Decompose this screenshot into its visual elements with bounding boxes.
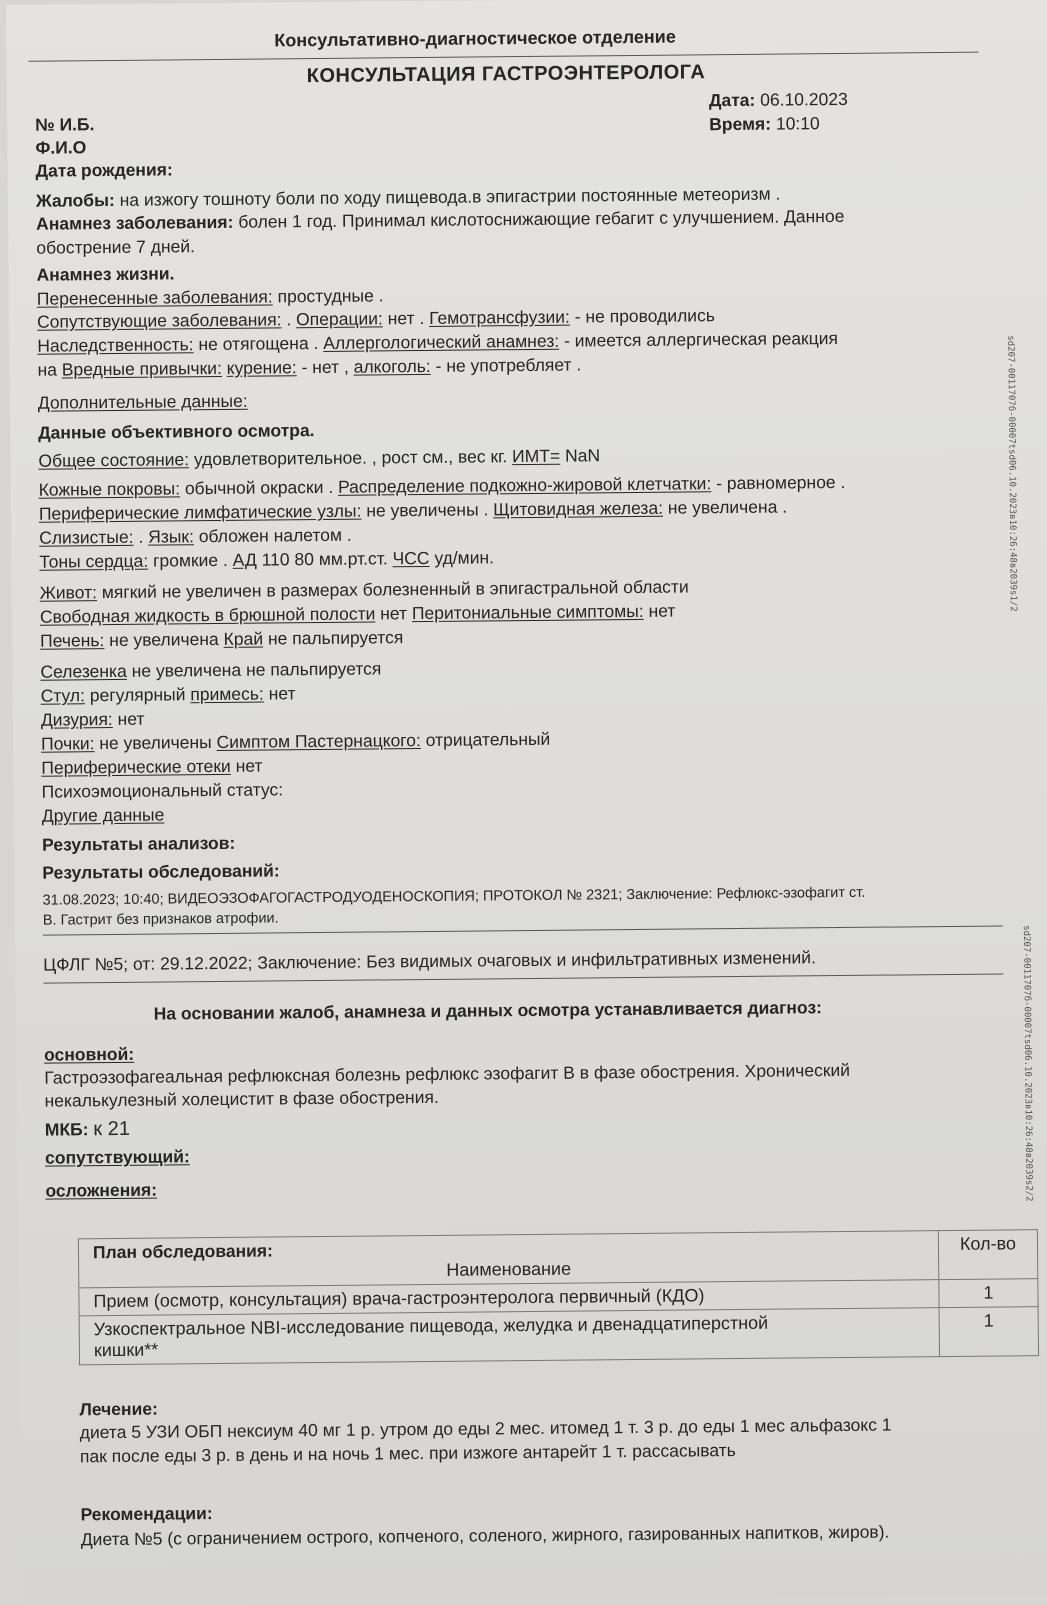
edge-value: не пальпируется: [267, 627, 404, 649]
allergy-value: - имеется аллергическая реакция: [563, 328, 839, 351]
heart-label: Тоны сердца:: [39, 550, 149, 572]
recommendations-line1: Диета №5 (с ограничением острого, копченого, соленого, жирного, газированных напитков, жиров).: [80, 1521, 890, 1550]
col-name-header: Наименование: [446, 1258, 572, 1280]
thyroid-label: Щитовидная железа:: [493, 497, 664, 520]
pasternack-value: отрицательный: [425, 728, 551, 751]
date-value: 06.10.2023: [760, 88, 848, 110]
periton-label: Перитониальные симптомы:: [411, 600, 644, 624]
bp-value: 110 80 мм.рт.ст.: [261, 548, 388, 570]
date-label: Дата:: [708, 89, 756, 111]
main-diagnosis-line2: некалькулезный холецистит в фазе обострения.: [44, 1086, 439, 1111]
dysuria-line: [41, 709, 145, 731]
admix-value: нет: [268, 683, 296, 704]
bp-label: АД: [232, 549, 257, 570]
other-data-label: Другие данные: [41, 804, 165, 826]
admix-label: примесь:: [190, 683, 264, 705]
spleen-label: Селезенка: [40, 660, 127, 682]
treatment-label: Лечение:: [79, 1398, 158, 1420]
plan-table: [78, 1229, 1039, 1365]
pasternack-label: Симптом Пастернацкого:: [216, 730, 421, 753]
kidney-label: Почки:: [41, 733, 95, 754]
icd-line: [45, 1118, 130, 1142]
disease-history-text-2: обострение 7 дней.: [36, 236, 196, 258]
smoking-label: курение:: [226, 357, 297, 378]
past-diseases-value: простудные .: [277, 285, 384, 307]
time-label: Время:: [709, 113, 772, 135]
tongue-label: Язык:: [148, 526, 194, 547]
fluid-label: Свободная жидкость в брюшной полости: [39, 603, 376, 627]
hr-label: ЧСС: [392, 547, 430, 569]
general-value: удовлетворительное. , рост см., вес кг.: [193, 446, 508, 470]
study1-line1: 31.08.2023; 10:40; ВИДЕОЭЗОФАГОГАСТРОДУОДЕНОСКОПИЯ; ПРОТОКОЛ № 2321; Заключение: Рефлюкс-эзофагит ст.: [42, 884, 866, 909]
department-name: Консультативно-диагностическое отделение: [274, 26, 676, 51]
margin-code-1: sd207-0011707б-00007tsd06.10.2023в10:26:48в2039s1/2: [1005, 335, 1018, 612]
concomitant-label: Сопутствующие заболевания:: [36, 309, 282, 332]
heredity-value: не отягощена .: [198, 333, 319, 355]
transfusion-label: Гемотрансфузии:: [429, 306, 570, 328]
document-page: [6, 0, 1047, 1605]
stool-value: регулярный: [89, 684, 186, 706]
abdomen-value: мягкий не увеличен в размерах болезненный в эпигастральной области: [101, 576, 689, 603]
general-label: Общее состояние:: [38, 449, 190, 471]
dob-label: Дата рождения:: [35, 159, 173, 181]
lymph-label: Периферические лимфатические узлы:: [38, 500, 362, 524]
past-diseases-label: Перенесенные заболевания:: [36, 286, 273, 309]
fio-label: Ф.И.О: [35, 137, 87, 158]
main-diagnosis-label: основной:: [44, 1043, 135, 1065]
disease-history-label: Анамнез заболевания:: [36, 211, 234, 234]
time-value: 10:10: [775, 113, 820, 134]
alcohol-label: алкоголь:: [353, 355, 431, 377]
margin-code-2: sd207-0011707б-00007tsd06.10.2023в10:26:48в2039s2/2: [1020, 925, 1034, 1202]
main-diagnosis-line1: Гастроэзофагеальная рефлюксная болезнь рефлюкс эзофагит В в фазе обострения. Хронический: [44, 1059, 851, 1088]
plan-row1-qty: 1: [939, 1279, 1038, 1308]
hr-value: уд/мин.: [434, 547, 495, 568]
treatment-line1: диета 5 УЗИ ОБП нексиум 40 мг 1 р. утром до еды 2 мес. итомед 1 т. 3 р. до еды 1 мес альфазокс 1: [79, 1414, 892, 1443]
exam-title: Данные объективного осмотра.: [38, 420, 315, 443]
transfusion-value: - не проводились: [574, 305, 715, 327]
operations-label: Операции:: [296, 308, 383, 330]
lymph-value: не увеличены .: [366, 499, 489, 521]
bmi-label: ИМТ=: [511, 445, 561, 467]
heredity-label: Наследственность:: [37, 334, 194, 356]
header-divider: [29, 52, 979, 62]
allergy-prefix: на: [37, 359, 58, 380]
treatment-line2: пак после еды 3 р. в день и на ночь 1 мес. при изжоге антарейт 1 т. рассасывать: [79, 1440, 736, 1467]
studies-label: Результаты обследований:: [42, 860, 280, 883]
edema-label: Периферические отеки: [41, 755, 231, 778]
heart-line: [39, 547, 494, 572]
plan-row1-name: Прием (осмотр, консультация) врача-гастроэнтеролога первичный (КДО): [79, 1280, 939, 1316]
tongue-value: обложен налетом .: [198, 524, 352, 547]
smoking-value: - нет ,: [301, 356, 349, 378]
spleen-line: [40, 658, 381, 682]
skin-value: обычной окраски .: [184, 476, 334, 499]
plan-title-cell: [78, 1231, 938, 1288]
life-history-title: Анамнез жизни.: [36, 263, 175, 285]
abdomen-label: Живот:: [39, 582, 98, 603]
habits-line: [37, 354, 581, 380]
concomitant-value: .: [286, 309, 292, 330]
past-diseases-line: [37, 285, 384, 309]
fat-label: Распределение подкожно-жировой клетчатки:: [337, 473, 712, 497]
complaints-label: Жалобы:: [35, 189, 115, 211]
study2-line: ЦФЛГ №5; от: 29.12.2022; Заключение: Без видимых очаговых и инфильтративных изменений.: [43, 947, 816, 975]
stool-line: [41, 683, 296, 706]
stool-label: Стул:: [40, 685, 86, 706]
mucosa-value: .: [138, 526, 144, 547]
plan-row2-name-cell: [79, 1308, 939, 1365]
heart-value: громкие .: [152, 549, 228, 571]
concomitant-diagnosis-label: сопутствующий:: [44, 1146, 190, 1168]
liver-value: не увеличена: [109, 628, 219, 651]
plan-row2-qty: 1: [939, 1307, 1038, 1357]
mucosa-label: Слизистые:: [39, 526, 134, 548]
liver-label: Печень:: [40, 630, 105, 651]
fat-value: - равномерное .: [716, 471, 846, 494]
plan-title: План обследования:: [92, 1240, 273, 1263]
complications-label: осложнения:: [45, 1179, 158, 1201]
plan-row2-name-line2: кишки**: [93, 1339, 159, 1361]
date-field: [709, 89, 848, 111]
complaints-text: на изжогу тошноту боли по ходу пищевода.в эпигастрии постоянные метеоризм .: [119, 183, 781, 210]
operations-value: нет .: [387, 307, 425, 329]
allergy-label: Аллергологический анамнез:: [323, 330, 560, 353]
alcohol-value: - не употребляет .: [435, 354, 582, 376]
edema-value: нет: [235, 755, 263, 776]
thyroid-value: не увеличена .: [667, 496, 788, 518]
time-field: [709, 113, 820, 135]
icd-label: МКБ:: [44, 1119, 89, 1140]
dysuria-label: Дизурия:: [40, 709, 113, 730]
plan-row2-name-line1: Узкоспектральное NBI-исследование пищевода, желудка и двенадцатиперстной: [93, 1312, 769, 1340]
analyses-label: Результаты анализов:: [41, 832, 236, 855]
document-title: КОНСУЛЬТАЦИЯ ГАСТРОЭНТЕРОЛОГА: [306, 61, 706, 88]
icd-value: к 21: [93, 1117, 131, 1141]
fluid-line: [40, 601, 676, 628]
diagnosis-heading: На основании жалоб, анамнеза и данных осмотра устанавливается диагноз:: [153, 997, 823, 1024]
additional-data-label: Дополнительные данные:: [37, 390, 248, 413]
abdomen-line: [40, 576, 689, 603]
edge-label: Край: [223, 628, 264, 649]
bmi-value: NaN: [564, 445, 601, 466]
table-row: [79, 1307, 1038, 1365]
psycho-label: Психоэмоциональный статус:: [41, 779, 284, 802]
liver-line: [40, 627, 403, 651]
habits-label: Вредные привычки:: [61, 357, 222, 380]
heredity-line: [37, 328, 838, 357]
kidney-value: не увеличены: [99, 732, 212, 754]
general-line: [38, 445, 600, 471]
edema-line: [41, 756, 262, 779]
concomitant-line: [37, 305, 715, 333]
skin-label: Кожные покровы:: [38, 478, 181, 500]
lymph-line: [39, 497, 787, 525]
ib-label: № И.Б.: [35, 114, 95, 135]
fluid-value: нет: [380, 603, 408, 624]
spleen-value: не увеличена не пальпируется: [131, 658, 382, 681]
study1-line2: B. Гастрит без признаков атрофии.: [42, 910, 279, 929]
mucosa-line: [39, 525, 352, 549]
results-divider-2: [43, 973, 1003, 983]
recommendations-label: Рекомендации:: [80, 1503, 213, 1525]
kidney-line: [41, 729, 550, 755]
disease-history-text-1: болен 1 год. Принимал кислотоснижающие гебагит с улучшением. Данное: [238, 205, 845, 232]
dysuria-value: нет: [117, 708, 145, 729]
col-qty-header: Кол-во: [938, 1230, 1037, 1280]
periton-value: нет: [648, 600, 676, 621]
